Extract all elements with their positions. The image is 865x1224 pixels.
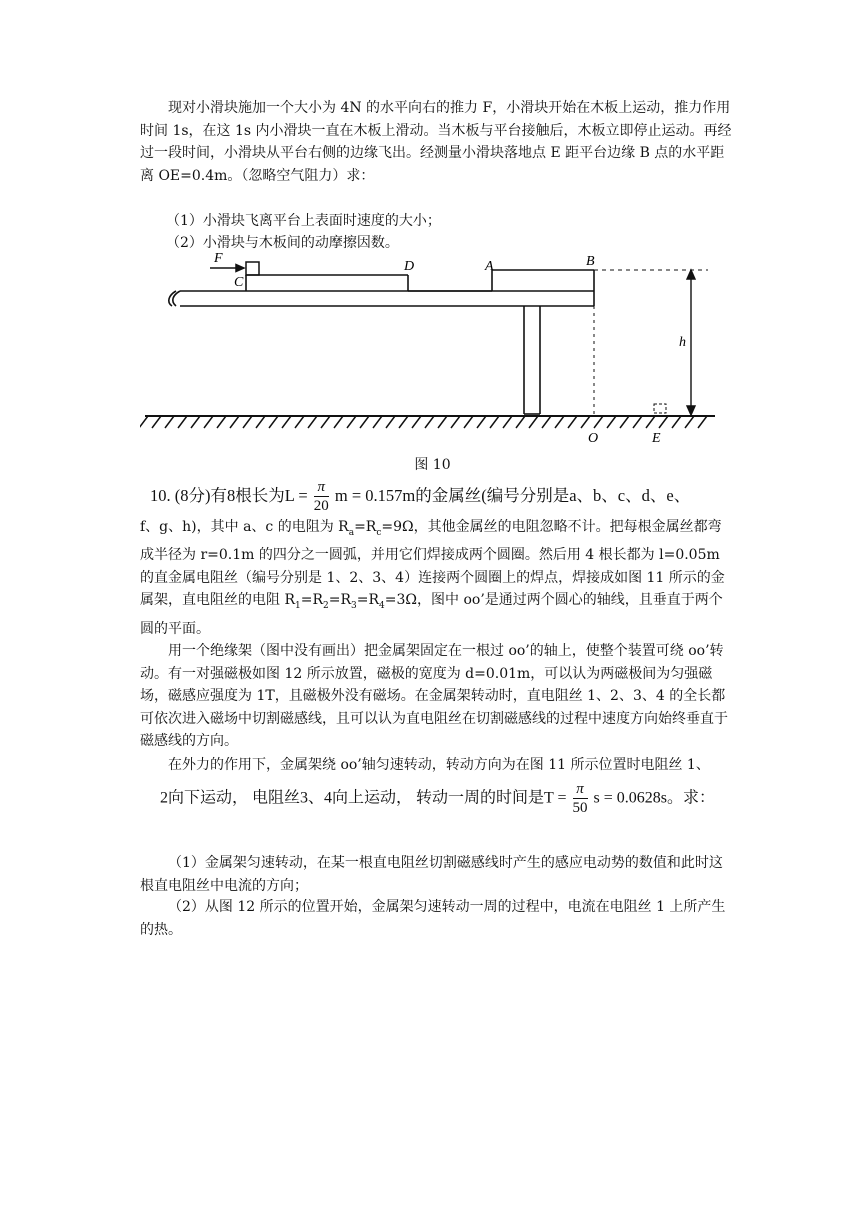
- period-line: [160, 782, 760, 816]
- hatch-mark: [646, 416, 655, 428]
- hatch-mark: [347, 416, 356, 428]
- length-fraction-den: 20: [313, 498, 329, 514]
- para1-text-b: =R: [354, 519, 377, 535]
- problem10-heading-prefix: 10. (8分)有8根长为L =: [150, 485, 308, 505]
- hatch-mark: [204, 416, 213, 428]
- hatch-mark: [399, 416, 408, 428]
- subscript-1: 1: [295, 601, 301, 612]
- para1-tail: =3Ω，图中 oo’是通过两个圆心的轴线，且垂直于两个圆的平面。: [140, 592, 723, 637]
- hatch-mark: [490, 416, 499, 428]
- hatch-mark: [672, 416, 681, 428]
- hatch-mark: [334, 416, 343, 428]
- hatch-mark: [295, 416, 304, 428]
- period-fraction-den: 50: [572, 800, 588, 816]
- slider-block: [246, 262, 259, 275]
- problem10-heading-suffix: m = 0.157m的金属丝(编号分别是a、b、c、d、e、: [334, 485, 691, 505]
- hatch-mark: [230, 416, 239, 428]
- hatch-mark: [191, 416, 200, 428]
- subscript-a: a: [348, 527, 355, 538]
- label-B: B: [586, 254, 595, 269]
- period-prefix: 2向下运动， 电阻丝3、4向上运动， 转动一周的时间是T =: [160, 789, 567, 807]
- problem9-question-2: （2）小滑块与木板间的动摩擦因数。: [166, 235, 399, 251]
- hatch-mark: [425, 416, 434, 428]
- para1-text-a: f、g、h)，其中 a、c 的电阻为 R: [140, 519, 349, 535]
- label-O: O: [588, 431, 599, 446]
- period-fraction: [573, 782, 588, 816]
- eq-3: =R: [356, 592, 380, 609]
- problem9-question-1: （1）小滑块飞离平台上表面时速度的大小；: [166, 213, 441, 229]
- hatch-mark: [503, 416, 512, 428]
- hatch-mark: [451, 416, 460, 428]
- problem10-para2: 用一个绝缘架（图中没有画出）把金属架固定在一根过 oo’的轴上，使整个装置可绕 oo’转动。有一对强磁极如图 12 所示放置，磁极的宽度为 d=0.01m，可以认为两磁极间为匀强磁场，磁感应强度为 1T，且磁极外没有磁场。在金属架转动时，直电阻丝 1、2、3、4 的全长都可依次进入磁场中切割磁感线，且可以认为直电阻丝在切割磁感线的过程中速度方向始终垂直于磁感线的方向。: [140, 643, 728, 749]
- hatch-mark: [269, 416, 278, 428]
- para1-text-c: =9Ω，其他金属丝的电阻忽略不计。把每根金属丝都弯成半径为 r=0.1m 的四分之一圆弧，并用它们焊接成两个圆圈。然后用 4 根长都为 l=0.05m 的直金属电阻丝（编号分别是 1、2、3、4）连接两个圆圈上的焊点，焊接成如图 11 所示的金属架，直电阻丝的电阻 R: [140, 519, 725, 609]
- subscript-3: 3: [351, 601, 357, 612]
- hatch-mark: [165, 416, 174, 428]
- hatch-mark: [568, 416, 577, 428]
- hatch-mark: [607, 416, 616, 428]
- hatch-mark: [464, 416, 473, 428]
- label-A: A: [485, 259, 494, 274]
- subscript-2: 2: [323, 601, 329, 612]
- hatch-mark: [140, 416, 148, 428]
- hatch-mark: [594, 416, 603, 428]
- problem10-question-1: （1）金属架匀速转动，在某一根直电阻丝切割磁感线时产生的感应电动势的数值和此时这根直电阻丝中电流的方向；: [140, 855, 723, 894]
- label-h: h: [679, 335, 686, 350]
- hatch-mark: [633, 416, 642, 428]
- problem9-intro: 现对小滑块施加一个大小为 4N 的水平向右的推力 F，小滑块开始在木板上运动，推力作用时间 1s，在这 1s 内小滑块一直在木板上滑动。当木板与平台接触后，木板立即停止运动。再经过一段时间，小滑块从平台右侧的边缘飞出。经测量小滑块落地点 E 距平台边缘 B 点的水平距离 OE=0.4m。（忽略空气阻力）求：: [140, 100, 732, 184]
- hatch-mark: [360, 416, 369, 428]
- subscript-c: c: [376, 527, 382, 538]
- subscript-4: 4: [379, 601, 385, 612]
- problem10-para3: 在外力的作用下，金属架绕 oo’轴匀速转动，转动方向为在图 11 所示位置时电阻丝 1、: [168, 757, 710, 773]
- problem10-question-2: （2）从图 12 所示的位置开始，金属架匀速转动一周的过程中，电流在电阻丝 1 上所产生的热。: [140, 899, 726, 938]
- hatch-mark: [386, 416, 395, 428]
- hatch-mark: [412, 416, 421, 428]
- label-C: C: [234, 275, 244, 290]
- ground-hatch: [140, 416, 707, 428]
- landing-mark: [654, 404, 666, 413]
- label-F: F: [214, 251, 223, 266]
- label-E: E: [652, 431, 661, 446]
- eq-1: =R: [300, 592, 324, 609]
- hatch-mark: [438, 416, 447, 428]
- hatch-mark: [152, 416, 161, 428]
- hatch-mark: [373, 416, 382, 428]
- hatch-mark: [217, 416, 226, 428]
- support-pillar: [524, 306, 540, 414]
- hatch-mark: [477, 416, 486, 428]
- hatch-mark: [256, 416, 265, 428]
- hatch-mark: [282, 416, 291, 428]
- figure-caption: 图 10: [414, 457, 451, 473]
- platform-top: [246, 270, 594, 291]
- figure-10: [140, 248, 730, 448]
- length-fraction-num: π: [314, 480, 329, 497]
- hatch-mark: [516, 416, 525, 428]
- hatch-mark: [308, 416, 317, 428]
- hatch-mark: [698, 416, 707, 428]
- period-suffix: s = 0.0628s。求：: [593, 789, 715, 807]
- hatch-mark: [529, 416, 538, 428]
- label-D: D: [404, 259, 415, 274]
- hatch-mark: [555, 416, 564, 428]
- hatch-mark: [659, 416, 668, 428]
- height-arrow: [687, 270, 695, 415]
- problem10-heading: [150, 480, 740, 514]
- hatch-mark: [243, 416, 252, 428]
- hatch-mark: [321, 416, 330, 428]
- hatch-mark: [581, 416, 590, 428]
- period-fraction-num: π: [573, 782, 588, 799]
- eq-2: =R: [328, 592, 352, 609]
- hatch-mark: [542, 416, 551, 428]
- hatch-mark: [620, 416, 629, 428]
- length-fraction: [314, 480, 329, 514]
- problem10-para1: [140, 516, 732, 640]
- hatch-mark: [685, 416, 694, 428]
- hatch-mark: [178, 416, 187, 428]
